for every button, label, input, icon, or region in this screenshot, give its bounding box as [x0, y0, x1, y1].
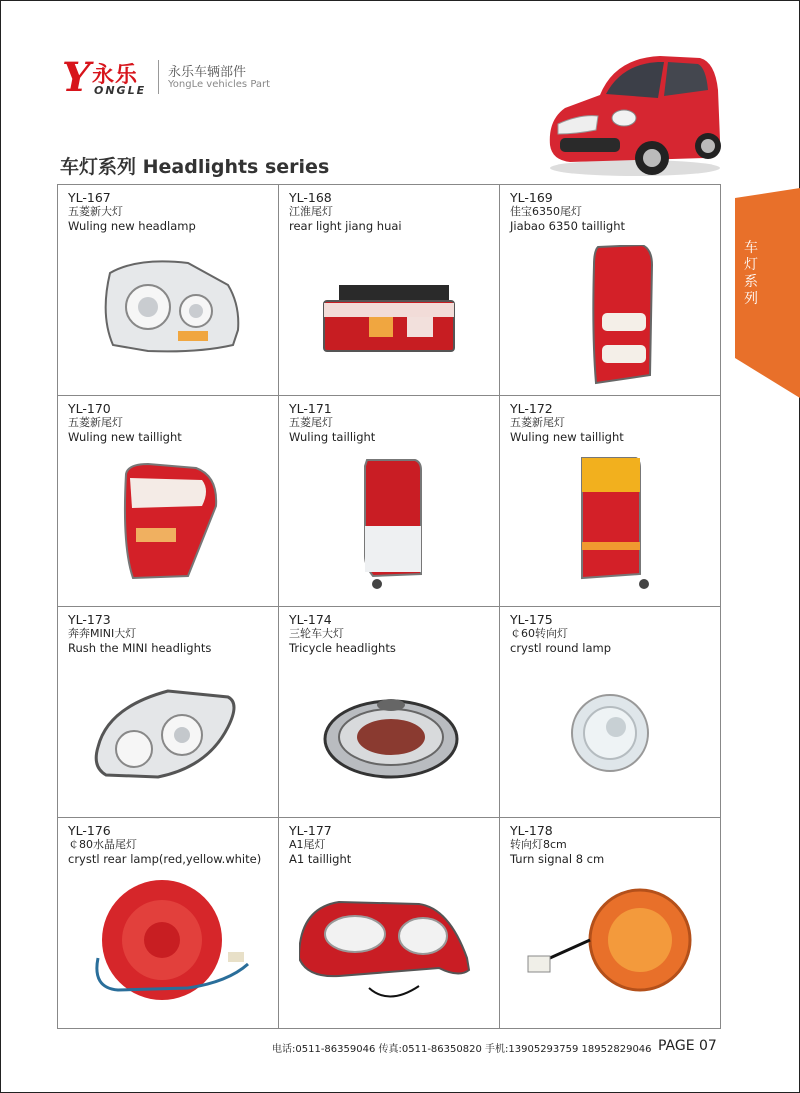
product-cell — [279, 607, 500, 818]
taillight-image — [299, 456, 479, 596]
product-name-cn: 江淮尾灯 — [289, 205, 333, 218]
product-name-en: rear light jiang huai — [289, 219, 402, 233]
product-name-cn: ￠80水晶尾灯 — [68, 838, 137, 851]
tricycle-headlight-image — [299, 667, 479, 807]
product-name-cn: 五菱尾灯 — [289, 416, 333, 429]
product-cell — [500, 185, 721, 396]
logo-chinese: 永乐 — [92, 63, 139, 88]
product-cell — [500, 396, 721, 607]
product-name-en: Wuling taillight — [289, 430, 376, 444]
product-name-cn: 五菱新尾灯 — [68, 416, 123, 429]
product-name-cn: 五菱新尾灯 — [510, 416, 565, 429]
product-cell — [58, 818, 279, 1029]
product-name-en: Jiabao 6350 taillight — [510, 219, 626, 233]
product-code: YL-167 — [68, 190, 111, 205]
turn-signal-image — [520, 878, 700, 1018]
product-name-en: Rush the MINI headlights — [68, 641, 212, 655]
product-name-cn: 转向灯8cm — [510, 838, 567, 851]
product-name-en: Turn signal 8 cm — [510, 852, 605, 866]
product-name-en: Tricycle headlights — [289, 641, 396, 655]
taillight-image — [520, 245, 700, 385]
product-code: YL-176 — [68, 823, 111, 838]
round-lamp-image — [520, 667, 700, 807]
product-name-en: Wuling new headlamp — [68, 219, 196, 233]
product-name-en: crystl round lamp — [510, 641, 611, 655]
product-code: YL-171 — [289, 401, 332, 416]
logo-letter: Y — [62, 54, 91, 101]
product-code: YL-177 — [289, 823, 332, 838]
product-cell — [58, 185, 279, 396]
product-name-en: Wuling new taillight — [510, 430, 624, 444]
logo-english: ONGLE — [94, 84, 147, 97]
contact-info: 电话:0511-86359046 传真:0511-86350820 手机:13905293759 18952829046 — [272, 1044, 652, 1055]
side-tab-label: 车灯系列 — [744, 240, 758, 307]
product-code: YL-168 — [289, 190, 332, 205]
brand-logo — [62, 54, 152, 101]
page-title: 车灯系列 Headlights series — [60, 156, 330, 178]
product-code: YL-172 — [510, 401, 553, 416]
product-cell — [58, 607, 279, 818]
taillight-image — [520, 456, 700, 596]
product-name-en: A1 taillight — [289, 852, 352, 866]
header-divider — [158, 60, 159, 94]
product-cell — [279, 818, 500, 1029]
round-rear-lamp-image — [78, 878, 258, 1018]
product-grid — [57, 184, 721, 1029]
page-number: PAGE 07 — [658, 1038, 717, 1054]
product-cell — [279, 396, 500, 607]
product-name-cn: 佳宝6350尾灯 — [510, 205, 582, 218]
product-cell — [58, 396, 279, 607]
product-code: YL-174 — [289, 612, 332, 627]
company-name-cn: 永乐车辆部件 — [168, 65, 247, 80]
red-car-image — [540, 50, 722, 180]
headlamp-image — [78, 245, 258, 385]
product-name-cn: 奔奔MINI大灯 — [68, 627, 137, 640]
product-name-en: crystl rear lamp(red,yellow.white) — [68, 852, 262, 866]
product-name-cn: 五菱新大灯 — [68, 205, 123, 218]
product-cell — [500, 818, 721, 1029]
product-code: YL-170 — [68, 401, 111, 416]
headlamp-image — [78, 667, 258, 807]
taillight-image — [78, 456, 258, 596]
a1-taillight-image — [299, 878, 479, 1018]
product-code: YL-169 — [510, 190, 553, 205]
product-name-cn: 三轮车大灯 — [289, 627, 344, 640]
product-cell — [279, 185, 500, 396]
product-name-cn: A1尾灯 — [289, 838, 326, 851]
product-code: YL-175 — [510, 612, 553, 627]
rear-light-image — [299, 245, 479, 385]
product-cell — [500, 607, 721, 818]
product-name-cn: ￠60转向灯 — [510, 627, 568, 640]
product-code: YL-173 — [68, 612, 111, 627]
product-code: YL-178 — [510, 823, 553, 838]
company-name-en: YongLe vehicles Part — [168, 79, 271, 90]
product-name-en: Wuling new taillight — [68, 430, 182, 444]
